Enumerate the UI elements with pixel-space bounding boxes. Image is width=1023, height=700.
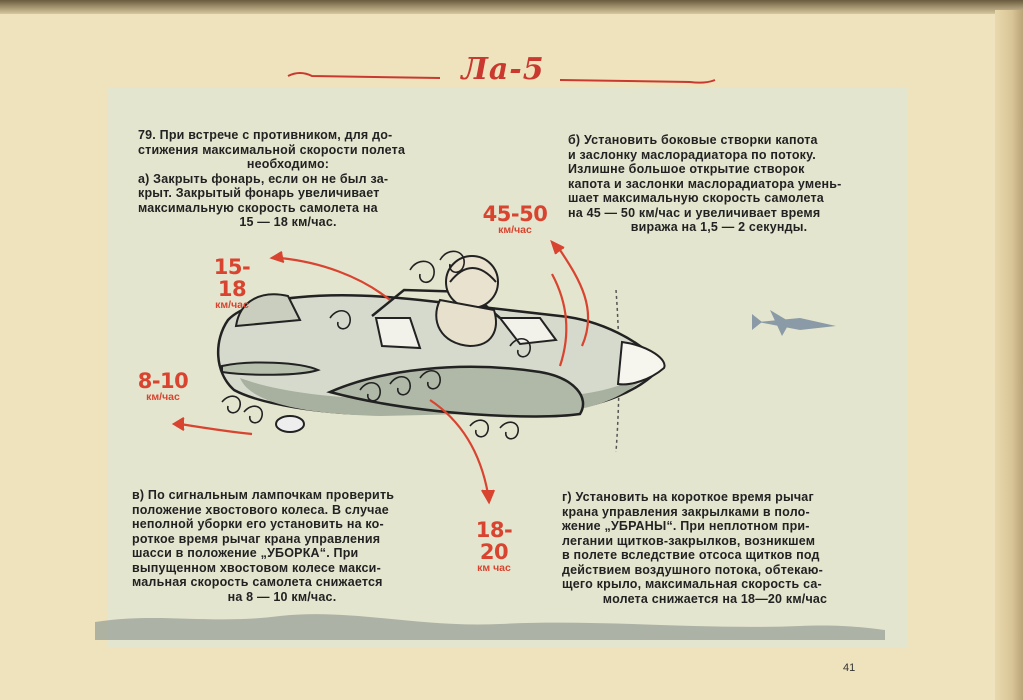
text-b-last: виража на 1,5 — 2 секунды.: [630, 220, 808, 234]
text-b-body: б) Установить боковые створки капота и заслонку маслорадиатора по потоку. Излишне большое открытие створок капота и заслонки маслорадиатора умень- шает максимальную скорость самолета на 45 — 50 км/час и увеличивает время: [568, 133, 842, 220]
speed-value: 8-10: [137, 369, 189, 393]
text-block-g: [562, 490, 868, 606]
page-title: Ла-5: [461, 52, 545, 87]
speed-value: 18-20: [475, 518, 513, 564]
text-g-last: молета снижается на 18—20 км/час: [602, 591, 828, 606]
text-block-b: [568, 133, 870, 235]
distant-plane-icon: [752, 310, 836, 336]
text-v-last: на 8 — 10 км/час.: [227, 589, 337, 604]
speed-unit: км/час: [215, 299, 249, 311]
text-block-v: [132, 488, 432, 604]
speed-value: 15-18: [213, 255, 251, 301]
speed-label-tailwheel: [132, 370, 194, 403]
speed-label-flaps: [462, 519, 526, 574]
speed-label-canopy: [200, 256, 264, 311]
speed-unit: км час: [477, 562, 511, 574]
speed-label-cowl: [482, 203, 548, 236]
text-v-body: в) По сигнальным лампочкам проверить положение хвостового колеса. В случае неполной уборки его установить на ко- роткое время рычаг крана управления шасси в положение „УБОРКА“. При выпущенном хвостовом колесе макси- мальная скорость самолета снижается: [132, 488, 395, 589]
text-a-line2: необходимо:: [246, 157, 330, 171]
text-block-a: [138, 128, 438, 230]
speed-unit: км/час: [146, 391, 180, 403]
speed-unit: км/час: [498, 224, 532, 236]
text-g-body: г) Установить на короткое время рычаг крана управления закрылками в поло- жение „УБРАНЫ“. При неплотном при- легании щитков-закрылков, возникшем в полете вследствие отсоса щитков под действием воздушного потока, обтекаю- щего крыло, максимальная скорость са-: [562, 490, 824, 591]
speed-value: 45-50: [482, 202, 548, 226]
text-a-line4: 15 — 18 км/час.: [239, 215, 337, 229]
text-a-line1: 79. При встрече с противником, для до- стижения максимальной скорости полета: [138, 128, 406, 157]
text-a-line3: а) Закрыть фонарь, если он не был за- крыт. Закрытый фонарь увеличивает максимальную скорость самолета на: [138, 171, 389, 215]
page-number: 41: [843, 662, 856, 674]
